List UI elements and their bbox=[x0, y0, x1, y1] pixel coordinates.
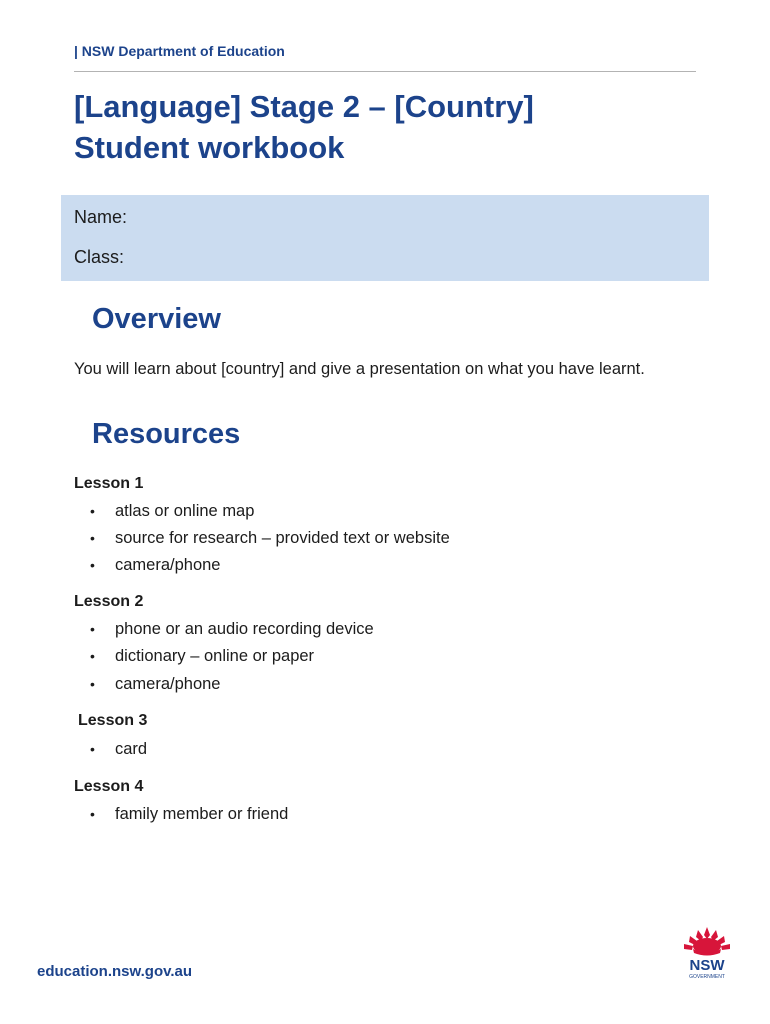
list-item-text: card bbox=[115, 740, 148, 758]
bullet-icon: • bbox=[90, 503, 95, 519]
list-item-text: atlas or online map bbox=[115, 502, 255, 520]
nsw-government-logo-icon bbox=[680, 925, 734, 981]
bullet-icon: • bbox=[90, 621, 95, 637]
lesson-3-title: Lesson 3 bbox=[78, 712, 148, 729]
name-label: Name: bbox=[74, 207, 128, 227]
bullet-icon: • bbox=[90, 648, 95, 664]
list-item-text: camera/phone bbox=[115, 556, 221, 574]
title-line-2: Student workbook bbox=[74, 130, 345, 165]
header-divider bbox=[74, 71, 696, 72]
list-item bbox=[90, 556, 221, 575]
resources-heading: Resources bbox=[92, 418, 241, 450]
bullet-icon: • bbox=[90, 741, 95, 757]
list-item bbox=[90, 620, 374, 639]
list-item-text: dictionary – online or paper bbox=[115, 647, 315, 665]
list-item-text: source for research – provided text or website bbox=[115, 529, 450, 547]
logo-subtext: GOVERNMENT bbox=[689, 974, 725, 980]
bullet-icon: • bbox=[90, 530, 95, 546]
lesson-4-title: Lesson 4 bbox=[74, 778, 144, 795]
list-item bbox=[90, 529, 450, 548]
list-item-text: camera/phone bbox=[115, 675, 221, 693]
list-item bbox=[90, 805, 288, 824]
list-item-text: phone or an audio recording device bbox=[115, 620, 374, 638]
list-item bbox=[90, 502, 254, 521]
title-line-1: [Language] Stage 2 – [Country] bbox=[74, 89, 534, 124]
student-info-box bbox=[61, 195, 709, 281]
bullet-icon: • bbox=[90, 806, 95, 822]
logo-text: NSW bbox=[689, 957, 725, 974]
page-title bbox=[74, 86, 714, 168]
list-item bbox=[90, 740, 147, 759]
bullet-icon: • bbox=[90, 676, 95, 692]
overview-heading: Overview bbox=[92, 303, 221, 335]
header-department: | NSW Department of Education bbox=[74, 43, 285, 59]
class-label: Class: bbox=[74, 247, 125, 267]
footer-url: education.nsw.gov.au bbox=[37, 963, 193, 980]
list-item bbox=[90, 675, 221, 694]
overview-text: You will learn about [country] and give a presentation on what you have learnt. bbox=[74, 360, 645, 378]
lesson-2-title: Lesson 2 bbox=[74, 593, 144, 610]
lesson-1-title: Lesson 1 bbox=[74, 475, 144, 492]
bullet-icon: • bbox=[90, 557, 95, 573]
list-item bbox=[90, 647, 314, 666]
list-item-text: family member or friend bbox=[115, 805, 289, 823]
